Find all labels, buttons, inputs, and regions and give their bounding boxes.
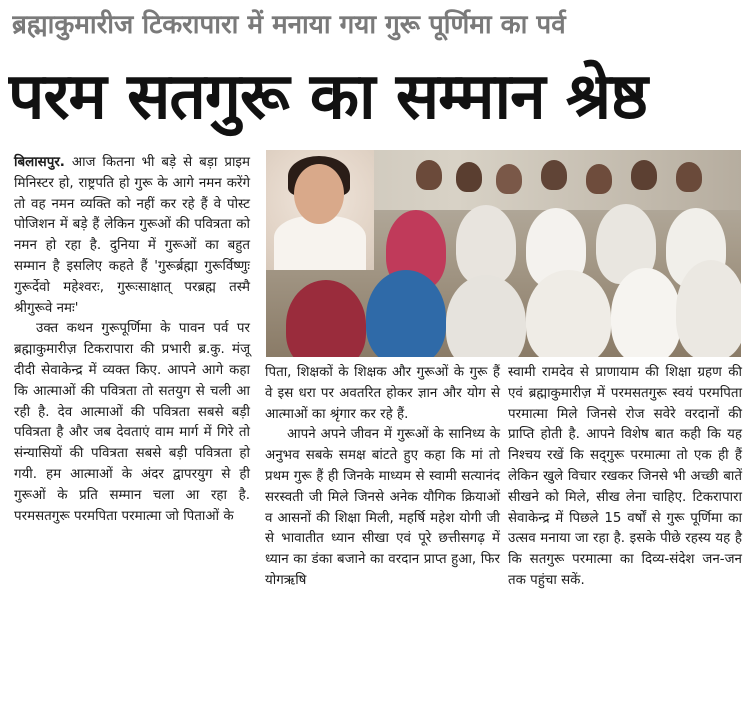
speaker-portrait-inset [266, 150, 374, 270]
audience-member [496, 164, 522, 194]
audience-member [456, 162, 482, 192]
speaker-face [294, 164, 344, 224]
article-column-3 [508, 363, 742, 592]
audience-member [586, 164, 612, 194]
audience-member [366, 270, 446, 357]
dateline: बिलासपुर. [14, 155, 65, 170]
audience-member [286, 280, 366, 357]
audience-member [676, 260, 741, 357]
paragraph [14, 153, 250, 319]
audience-member [446, 275, 526, 357]
article-column-1 [14, 153, 250, 527]
audience-member [676, 162, 702, 192]
audience-member [631, 160, 657, 190]
paragraph-text: आज कितना भी बड़े से बड़ा प्राइम मिनिस्टर हो, राष्ट्रपति हो गुरू के आगे नमन करेंगे तो वह नमन व्यक्ति को नहीं कर रहे हैं वे पोस्ट पोजिशन में बड़े हैं लेकिन गुरूओं की पवित्रता को नमन हो रहा है. दुनिया में गुरूओं का बहुत सम्मान है इसलिए कहते हैं 'गुरूर्ब्रह्मा गुरूर्विष्णुः गुरूर्देवो महेश्वरः, गुरूःसाक्षात् परब्रह्म तस्मै श्रीगुरूवे नमः' [14, 155, 250, 316]
paragraph: आपने अपने जीवन में गुरूओं के सानिध्य के अनुभव सबके समक्ष बांटते हुए कहा कि मां तो प्रथम गुरू हैं ही जिनके माध्यम से स्वामी सत्यानंद सरस्वती जी मिले जिनसे अनेक यौगिक क्रियाओं व आसनों की शिक्षा मिली, महर्षि महेश योगी जी से भावातीत ध्यान सीखा एवं पूरे छत्तीसगढ़ में ध्यान का डंका बजाने का वरदान प्राप्त हुआ, फिर योगऋषि [265, 427, 500, 588]
speaker-robe [274, 216, 366, 270]
kicker-headline: ब्रह्माकुमारीज टिकरापारा में मनाया गया गुरू पूर्णिमा का पर्व [12, 10, 566, 40]
main-headline: परम सतगुरू का सम्मान श्रेष्ठ [8, 60, 647, 134]
paragraph: पिता, शिक्षकों के शिक्षक और गुरूओं के गुरू हैं वे इस धरा पर अवतरित होकर ज्ञान और योग से आत्माओं का श्रृंगार कर रहे हैं. [265, 365, 500, 422]
paragraph: उक्त कथन गुरूपूर्णिमा के पावन पर्व पर ब्रह्माकुमारीज़ टिकरापारा की प्रभारी ब्र.कु. मंजू दीदी सेवाकेन्द्र में व्यक्त किए. आपने आगे कहा कि आत्माओं की पवित्रता तो सतयुग से चली आ रही है. देव आत्माओं की पवित्रता सबसे बड़ी पवित्रता है और जब देवताएं वाम मार्ग में गिरे तो संन्यासियों की पवित्रता सबसे बड़ी पवित्रता हो गयी. हम आत्माओं के अंदर द्वापरयुग से ही गुरूओं के प्रति सम्मान चला आ रहा है. परमसतगुरू परमपिता परमात्मा जो पिताओं के [14, 321, 250, 524]
audience-member [541, 160, 567, 190]
paragraph: स्वामी रामदेव से प्राणायाम की शिक्षा ग्रहण की एवं ब्रह्माकुमारीज़ में परमसतगुरू स्वयं परमपिता परमात्मा मिले जिनसे रोज सवेरे वरदानों की प्राप्ति होती है. आपने विशेष बात कही कि यह निश्चय रखें कि सद्‌गुरू परमात्मा तो एक ही हैं लेकिन खुले विचार रखकर जिनसे भी अच्छी बातें सीखने को मिले, सीख लेना चाहिए. टिकरापारा सेवाकेन्द्र में पिछले 15 वर्षों से गुरू पूर्णिमा का उत्सव मनाया जा रहा है. इसके पीछे रहस्य यह है कि सतगुरू परमात्मा का दिव्य-संदेश जन-जन तक पहुंचा सकें. [508, 365, 742, 588]
audience-member [526, 270, 611, 357]
audience-member [611, 268, 681, 357]
event-photo [266, 150, 741, 357]
article-column-2 [265, 363, 500, 592]
audience-member [456, 205, 516, 285]
audience-member [416, 160, 442, 190]
